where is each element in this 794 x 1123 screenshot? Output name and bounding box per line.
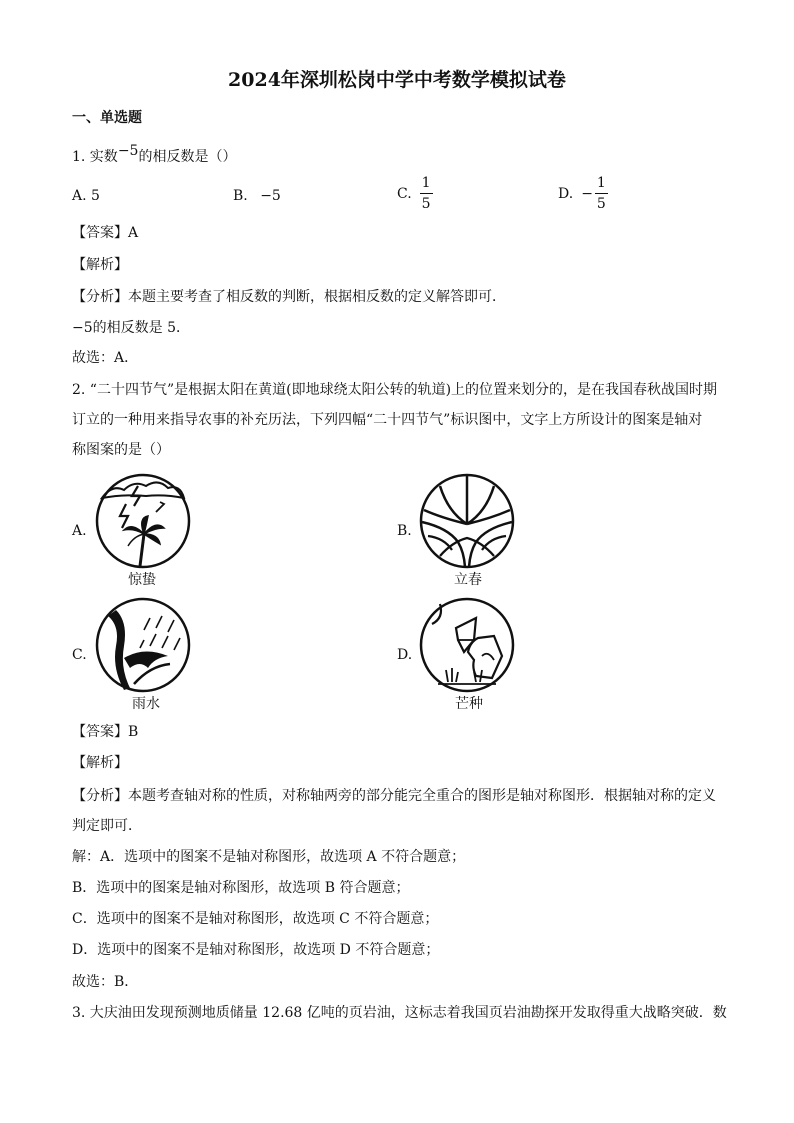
q1-option-b-label: B. [233,188,248,204]
q2-stem-line: 2. “二十四节气”是根据太阳在黄道(即地球绕太阳公转的轨道)上的位置来划分的，是在我国春秋战国时期 [72,382,718,398]
q1-option-d-numerator: 1 [595,176,608,194]
q2-figure-c-caption: 雨水 [132,696,160,712]
mangzhong-icon [418,596,516,694]
q1-answer: 【答案】A [72,225,139,241]
q1-stem [72,143,237,165]
q2-solution-line: D．选项中的图案不是轴对称图形，故选项 D 不符合题意； [72,942,440,958]
q1-analysis-head: 【解析】 [72,257,128,273]
q1-option-c-label: C. [397,185,412,202]
yushui-icon [94,596,192,694]
q2-figure-d-label: D. [397,647,413,663]
q1-option-c-fraction [420,176,433,211]
q2-analysis-line: 判定即可． [72,818,142,834]
q1-analysis: 【分析】本题主要考查了相反数的判断，根据相反数的定义解答即可． [72,289,506,305]
q1-choice: 故选：A． [72,350,139,366]
q2-figure-b-label: B. [397,523,412,539]
q2-solution-line: 解：A．选项中的图案不是轴对称图形，故选项 A 不符合题意； [72,849,466,865]
q2-figure-b-caption: 立春 [454,572,482,588]
q1-option-d-fraction [595,176,608,211]
q1-option-b [233,189,281,203]
q2-solution-line: C．选项中的图案不是轴对称图形，故选项 C 不符合题意； [72,911,439,927]
q2-answer: 【答案】B [72,724,139,740]
q2-figure-a-caption: 惊蛰 [128,572,156,588]
q3-stem: 3. 大庆油田发现预测地质储量 12.68 亿吨的页岩油，这标志着我国页岩油勘探开发取得重大战略突破．数 [72,1005,727,1021]
q2-choice: 故选：B． [72,974,139,990]
q1-option-d [558,176,608,211]
q1-option-b-value: −5 [260,188,281,204]
q1-option-c [397,176,433,211]
q2-figure-a-label: A. [72,523,87,539]
q1-option-d-denominator: 5 [596,195,606,212]
q1-prefix: 1. 实数 [72,149,118,165]
q2-analysis-line: 【分析】本题考查轴对称的性质，对称轴两旁的部分能完全重合的图形是轴对称图形．根据轴对称的定义 [72,788,716,804]
q2-solution-line: B．选项中的图案是轴对称图形，故选项 B 符合题意； [72,880,410,896]
q1-option-a: A. 5 [72,188,100,204]
q2-analysis-head: 【解析】 [72,755,128,771]
q1-option-d-label: D. [558,185,574,202]
page-title: 2024年深圳松岗中学中考数学模拟试卷 [228,69,566,91]
q2-stem-line: 订立的一种用来指导农事的补充历法，下列四幅“二十四节气”标识图中，文字上方所设计的图案是轴对 [72,412,703,428]
section-heading: 一、单选题 [72,110,142,126]
q2-figure-c-label: C. [72,647,87,663]
q1-option-d-sign: − [581,185,593,202]
q1-suffix: 的相反数是（） [138,149,237,165]
jingzhe-icon [94,472,192,570]
q1-option-c-numerator: 1 [420,176,433,194]
q1-option-c-denominator: 5 [421,195,431,212]
q1-value: −5 [117,143,139,159]
q2-figure-d-caption: 芒种 [455,696,483,712]
q2-stem-line: 称图案的是（） [72,442,170,458]
q1-explanation: −5的相反数是 5． [72,320,190,336]
lichun-icon [418,472,516,570]
